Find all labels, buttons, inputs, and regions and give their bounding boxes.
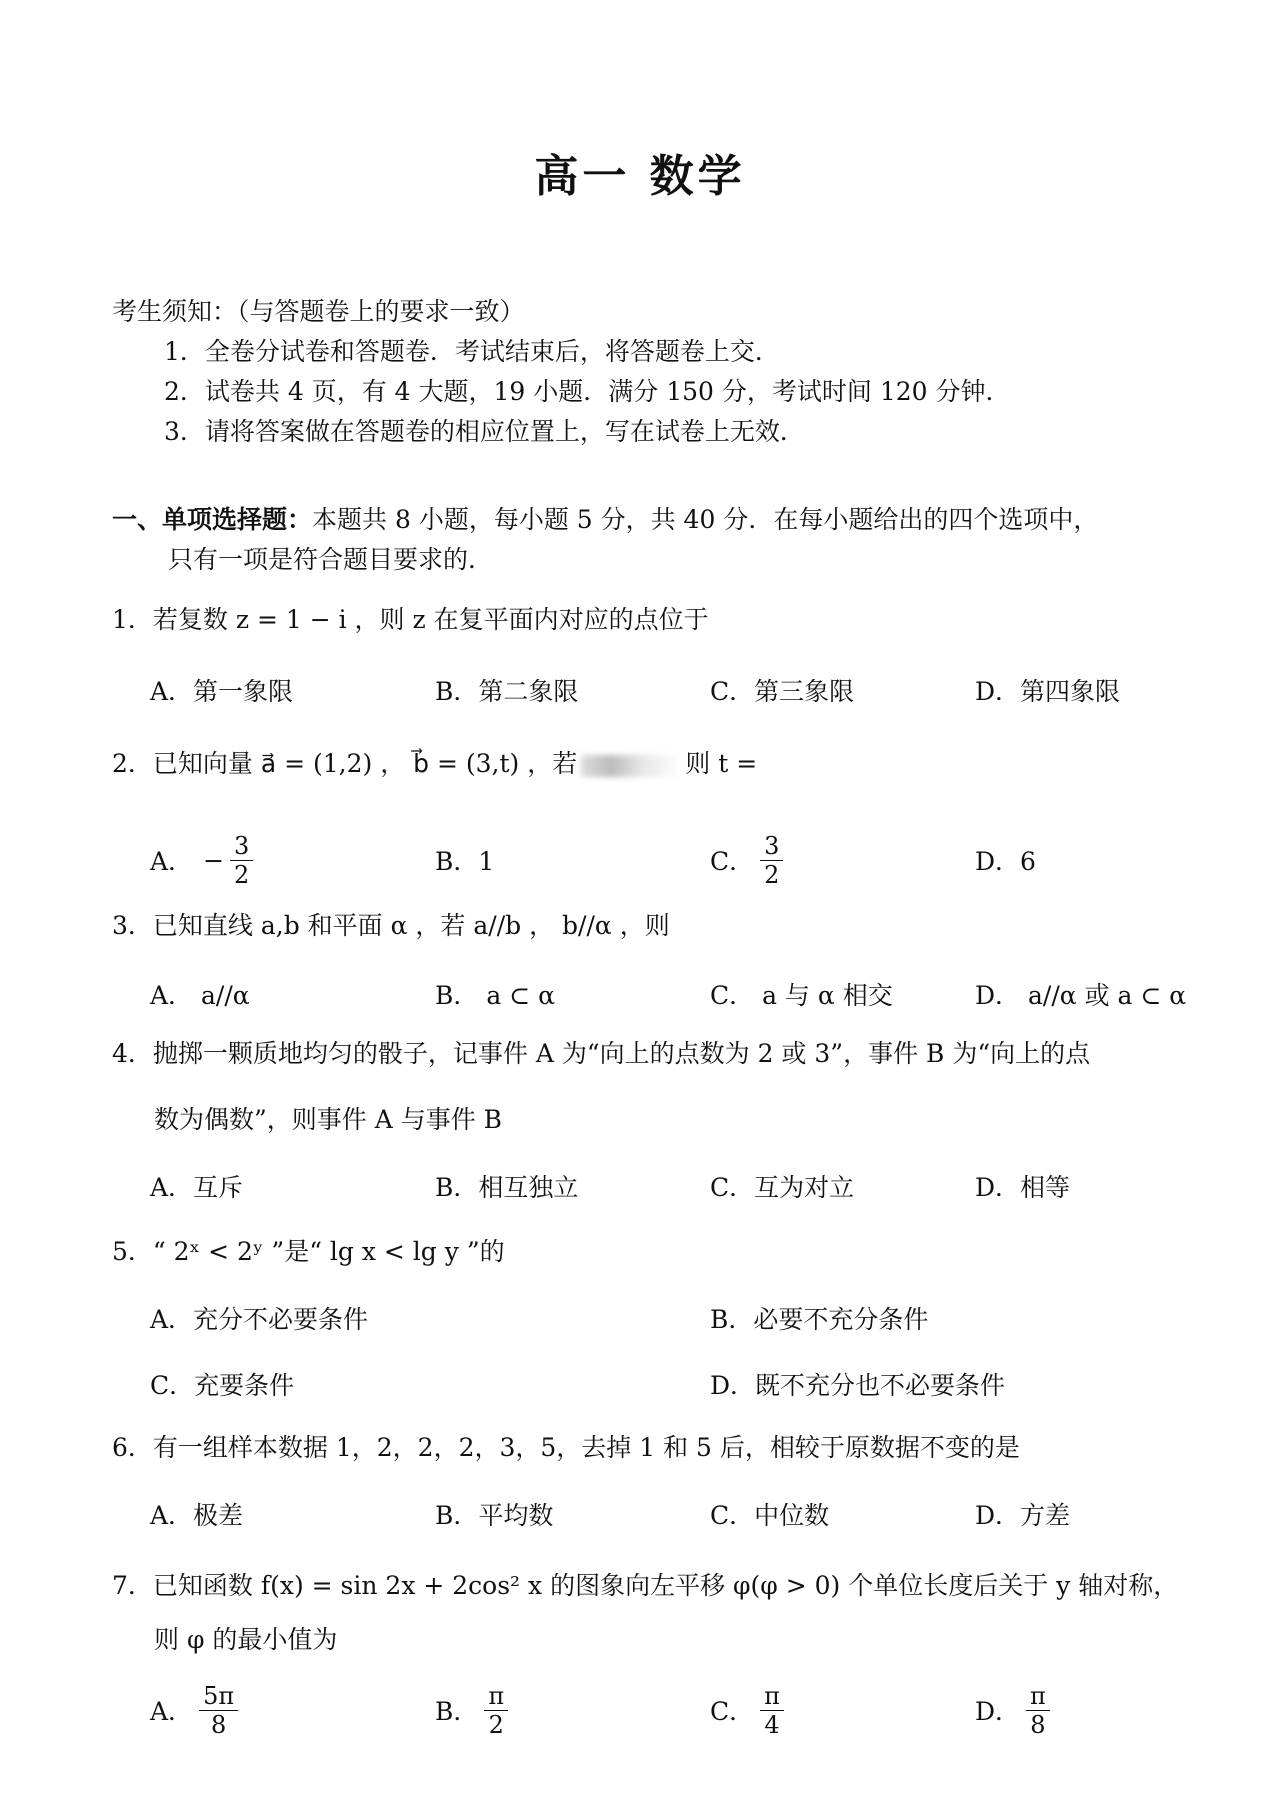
question-4-line-2: 数为偶数”，则事件 A 与事件 B	[154, 1105, 503, 1134]
numerator: π	[760, 1682, 784, 1711]
option-c	[710, 1668, 784, 1752]
question-7	[112, 1566, 1182, 1660]
option-a	[150, 820, 253, 900]
option-d: D．相等	[975, 1173, 1071, 1202]
section-instructions: 本题共 8 小题，每小题 5 分，共 40 分．在每小题给出的四个选项中，	[312, 505, 1099, 534]
page-title: 高一 数学	[534, 151, 746, 202]
option-label: A．	[150, 847, 194, 876]
question-5-options-row-1	[150, 1286, 1190, 1350]
option-c: C．中位数	[710, 1501, 830, 1530]
denominator: 2	[488, 1710, 504, 1739]
option-a	[150, 1668, 238, 1752]
option-d: D．第四象限	[975, 677, 1121, 706]
option-label: B．	[435, 1697, 479, 1726]
fraction	[760, 832, 783, 889]
option-b: B．平均数	[435, 1501, 554, 1530]
option-a: A．互斥	[150, 1173, 244, 1202]
notice-item: 2．试卷共 4 页，有 4 大题，19 小题．满分 150 分，考试时间 120 分钟．	[164, 377, 1011, 406]
option-b	[435, 1668, 508, 1752]
option-c: C．充要条件	[150, 1371, 295, 1400]
minus-sign: −	[203, 845, 225, 875]
section-instructions-cont: 只有一项是符合题目要求的．	[168, 545, 494, 574]
fraction	[484, 1682, 508, 1739]
fraction	[230, 832, 253, 889]
denominator: 4	[764, 1710, 780, 1739]
numerator: π	[484, 1682, 508, 1711]
fraction	[760, 1682, 784, 1739]
fraction	[1026, 1682, 1050, 1739]
numerator: 3	[760, 832, 783, 861]
notice-item: 3．请将答案做在答题卷的相应位置上，写在试卷上无效．	[164, 417, 805, 446]
section-heading	[112, 500, 1172, 580]
question-4-options	[150, 1154, 1190, 1218]
redacted-condition	[581, 755, 681, 777]
option-a: A．第一象限	[150, 677, 294, 706]
option-a: A．充分不必要条件	[150, 1305, 369, 1334]
question-5: 5．“ 2ˣ < 2ʸ ”是“ lg x < lg y ”的	[112, 1237, 505, 1266]
option-label: C．	[710, 847, 755, 876]
question-2-stem-end: 则 t =	[685, 749, 758, 778]
option-b: B．必要不充分条件	[710, 1305, 929, 1334]
notice-item: 1．全卷分试卷和答题卷．考试结束后，将答题卷上交．	[164, 337, 780, 366]
question-2	[112, 744, 1182, 784]
question-4-line-1: 4．抛掷一颗质地均匀的骰子，记事件 A 为“向上的点数为 2 或 3”，事件 B 为“向上的点	[112, 1039, 1091, 1068]
question-1-options	[150, 658, 1190, 722]
denominator: 8	[1030, 1710, 1046, 1739]
question-7-options	[150, 1668, 1190, 1752]
fraction	[199, 1682, 238, 1739]
option-b: B．相互独立	[435, 1173, 579, 1202]
option-label: D．	[975, 1697, 1021, 1726]
denominator: 2	[764, 860, 780, 889]
option-c	[710, 820, 783, 900]
denominator: 2	[234, 860, 250, 889]
numerator: π	[1026, 1682, 1050, 1711]
option-d	[975, 1668, 1050, 1752]
option-c: C． a 与 α 相交	[710, 981, 893, 1010]
option-b: B．1	[435, 847, 495, 876]
option-label: A．	[150, 1697, 194, 1726]
notice-heading: 考生须知：（与答题卷上的要求一致）	[112, 297, 525, 326]
option-d: D．方差	[975, 1501, 1071, 1530]
option-a: A． a//α	[150, 981, 250, 1010]
exam-notice	[112, 292, 1011, 452]
question-6: 6．有一组样本数据 1，2，2，2，3，5，去掉 1 和 5 后，相较于原数据不变的是	[112, 1433, 1020, 1462]
question-5-options-row-2	[150, 1352, 1190, 1416]
option-c: C．第三象限	[710, 677, 855, 706]
option-a: A．极差	[150, 1501, 244, 1530]
option-d: D．既不充分也不必要条件	[710, 1371, 1006, 1400]
option-b: B．第二象限	[435, 677, 579, 706]
numerator: 3	[230, 832, 253, 861]
question-6-options	[150, 1482, 1190, 1546]
option-d: D．6	[975, 847, 1036, 876]
section-label: 一、单项选择题：	[112, 505, 313, 534]
question-7-line-1: 7．已知函数 f(x) = sin 2x + 2cos² x 的图象向左平移 φ(φ > 0) 个单位长度后关于 y 轴对称，	[112, 1571, 1179, 1600]
option-b: B． a ⊂ α	[435, 981, 555, 1010]
numerator: 5π	[199, 1682, 238, 1711]
question-2-options	[150, 820, 1190, 900]
option-d: D． a//α 或 a ⊂ α	[975, 981, 1187, 1010]
option-c: C．互为对立	[710, 1173, 855, 1202]
question-7-line-2: 则 φ 的最小值为	[154, 1625, 338, 1654]
denominator: 8	[210, 1710, 227, 1739]
option-label: C．	[710, 1697, 755, 1726]
question-1: 1．若复数 z = 1 − i ，则 z 在复平面内对应的点位于	[112, 605, 709, 634]
question-3-options	[150, 962, 1190, 1026]
question-4	[112, 1034, 1182, 1140]
question-2-stem: 2．已知向量 a⃗ = (1,2) ， b⃗ = (3,t) ，若	[112, 749, 578, 778]
question-3: 3．已知直线 a,b 和平面 α ，若 a//b ， b//α ，则	[112, 911, 670, 940]
